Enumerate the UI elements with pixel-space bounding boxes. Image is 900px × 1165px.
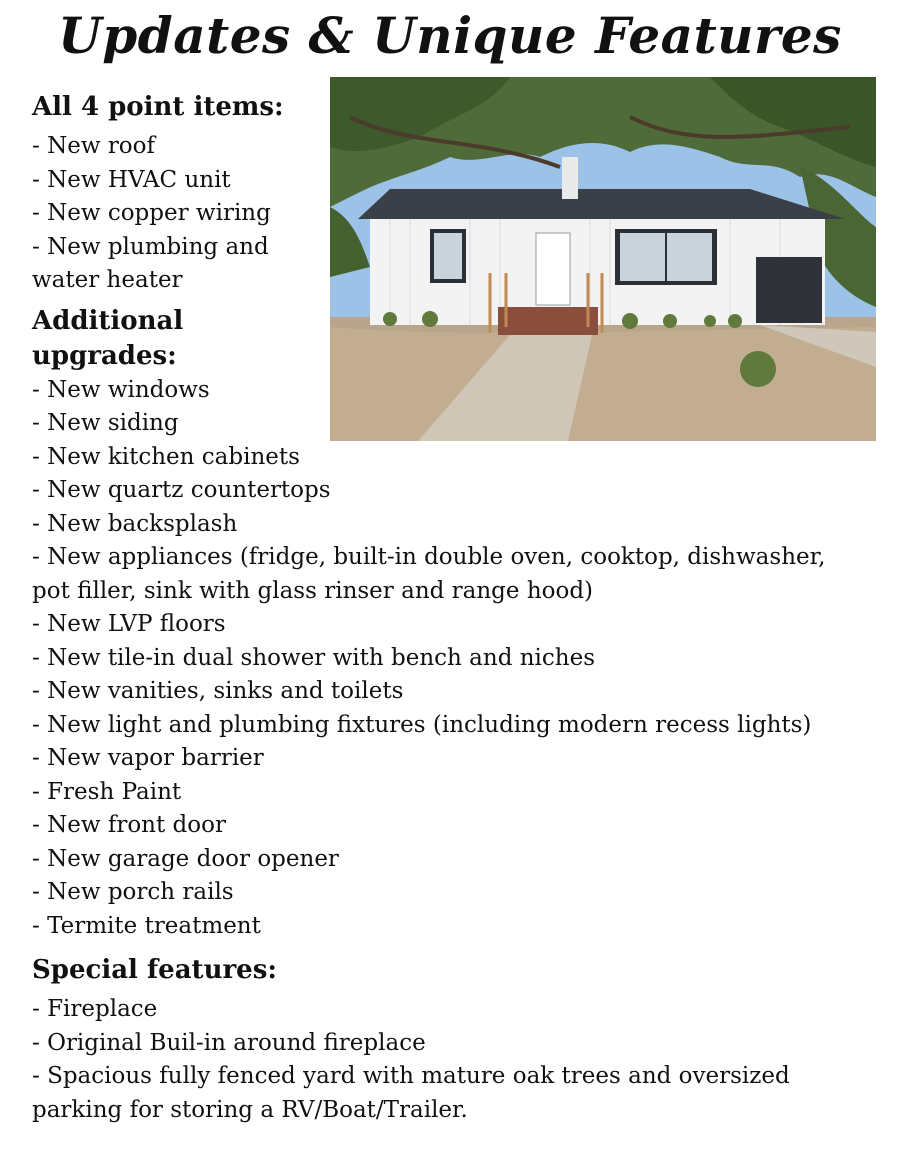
- list-item: - New LVP floors: [32, 611, 226, 637]
- list-item: - New roof: [32, 133, 156, 159]
- list-item: - New plumbing and water heater: [32, 233, 269, 293]
- list-item: - New porch rails: [32, 879, 234, 905]
- list-item: - Spacious fully fenced yard with mature oak trees and oversized parking for storing a RV/Boat/Trailer.: [32, 1063, 790, 1123]
- list-item: - New kitchen cabinets: [32, 443, 300, 470]
- list-item: - New copper wiring: [32, 200, 271, 226]
- features-text: [32, 84, 892, 1127]
- list-item: - New vapor barrier: [32, 745, 264, 771]
- list-item: - New windows: [32, 376, 210, 403]
- list-item: - New appliances (fridge, built-in double oven, cooktop, dishwasher, pot filler, sink with glass rinser and range hood): [32, 544, 826, 604]
- list-item: - New front door: [32, 812, 226, 838]
- section-heading-special: Special features:: [32, 955, 277, 985]
- list-item: - New backsplash: [32, 510, 238, 537]
- page-title: Updates & Unique Features: [58, 6, 842, 65]
- section-heading-additional: Additional upgrades:: [32, 305, 184, 371]
- list-item: - Fireplace: [32, 996, 158, 1022]
- list-item: - New HVAC unit: [32, 166, 231, 193]
- list-item: - New vanities, sinks and toilets: [32, 678, 404, 704]
- list-item: - New garage door opener: [32, 845, 339, 872]
- list-item: - New light and plumbing fixtures (including modern recess lights): [32, 711, 812, 738]
- list-item: - New siding: [32, 410, 179, 436]
- list-item: - Original Buil-in around fireplace: [32, 1029, 426, 1056]
- list-item: - New quartz countertops: [32, 477, 331, 503]
- list-item: - New tile-in dual shower with bench and niches: [32, 644, 596, 671]
- list-item: - Termite treatment: [32, 912, 261, 939]
- section-heading-four-point: All 4 point items:: [32, 92, 284, 122]
- list-item: - Fresh Paint: [32, 778, 182, 805]
